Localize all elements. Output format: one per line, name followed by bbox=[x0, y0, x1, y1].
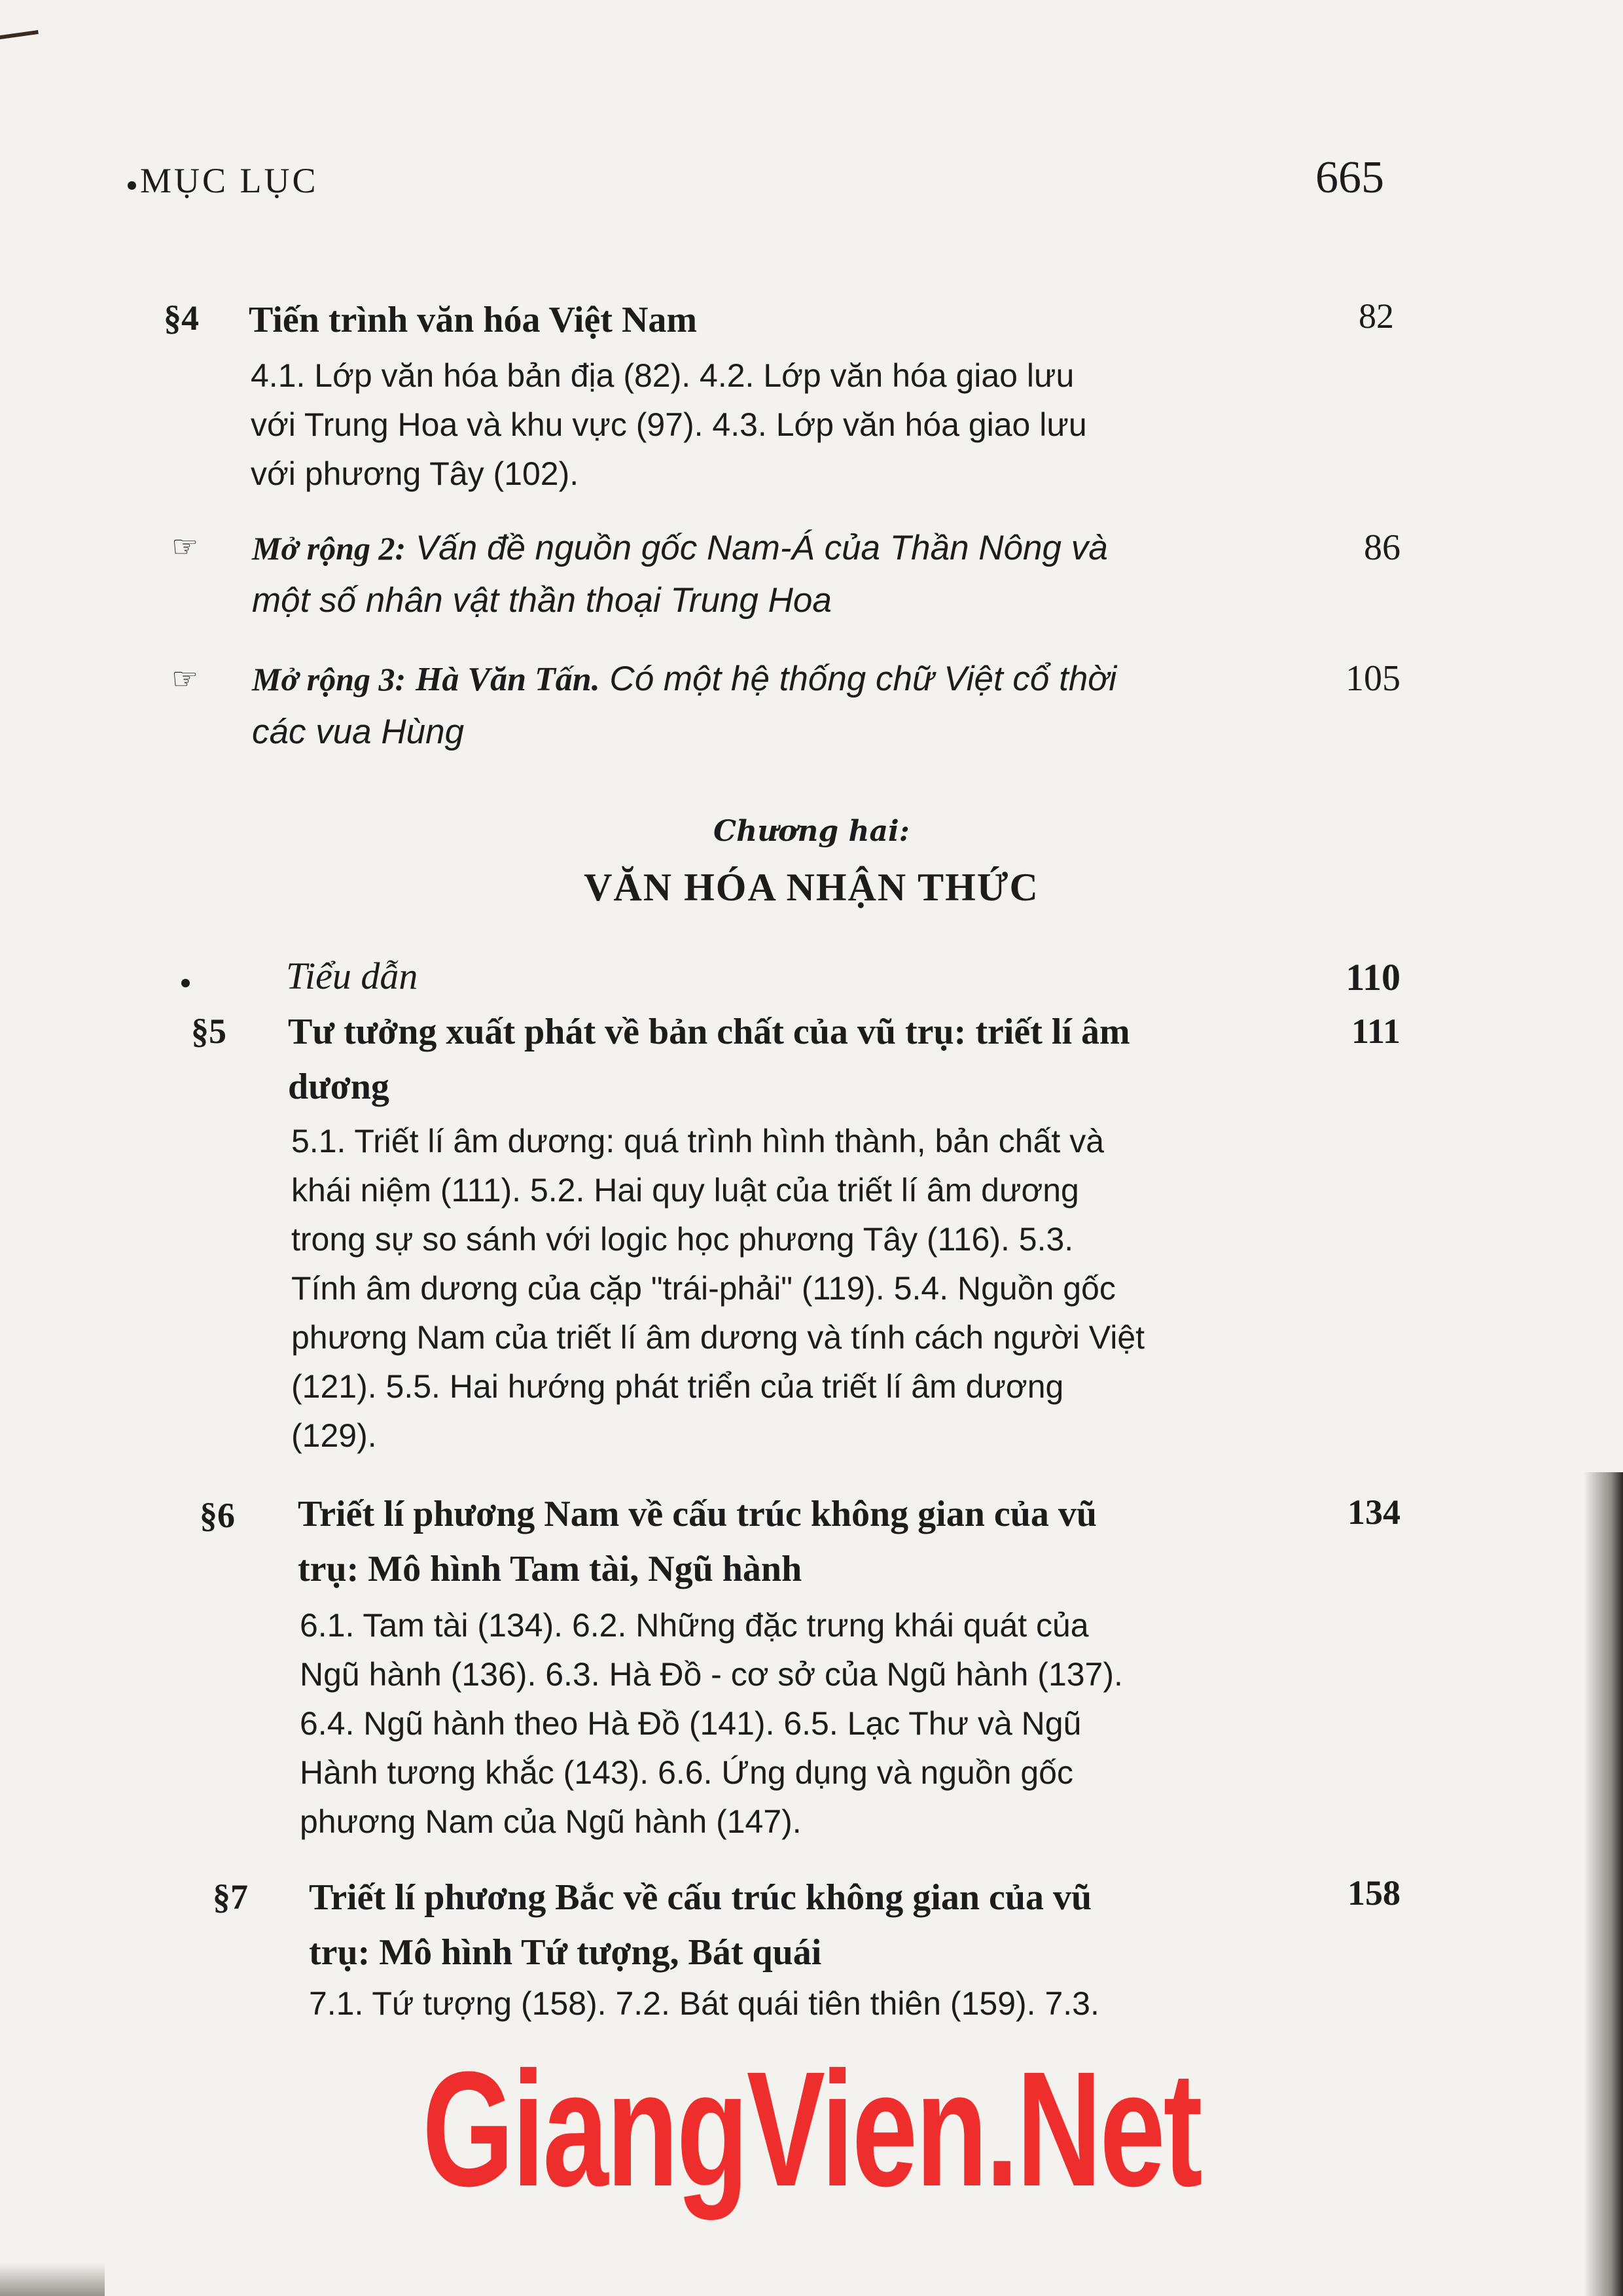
section-title-line: dương bbox=[288, 1067, 389, 1107]
pointing-hand-icon: ☞ bbox=[171, 661, 199, 696]
intro-title: Tiểu dẫn bbox=[286, 955, 418, 997]
section-details bbox=[309, 1979, 1291, 2028]
detail-line: 6.4. Ngũ hành theo Hà Đồ (141). 6.5. Lạc Thư và Ngũ bbox=[300, 1705, 1082, 1742]
page-ref: 86 bbox=[1364, 527, 1400, 568]
page-edge-shadow bbox=[1584, 1472, 1623, 2296]
extension-text: các vua Hùng bbox=[252, 713, 465, 751]
section-number: §5 bbox=[191, 1012, 226, 1051]
detail-line: khái niệm (111). 5.2. Hai quy luật của triết lí âm dương bbox=[291, 1172, 1079, 1209]
detail-line: (129). bbox=[291, 1417, 377, 1454]
bullet-dot bbox=[128, 181, 136, 190]
detail-line: 4.1. Lớp văn hóa bản địa (82). 4.2. Lớp văn hóa giao lưu bbox=[251, 357, 1075, 394]
detail-line: 7.1. Tứ tượng (158). 7.2. Bát quái tiên thiên (159). 7.3. bbox=[309, 1985, 1099, 2022]
page-ref: 158 bbox=[1347, 1873, 1400, 1913]
page-ref: 134 bbox=[1347, 1492, 1400, 1532]
extension-author: Hà Văn Tấn. bbox=[415, 661, 600, 698]
detail-line: 5.1. Triết lí âm dương: quá trình hình thành, bản chất và bbox=[291, 1123, 1105, 1159]
detail-line: với phương Tây (102). bbox=[251, 455, 579, 492]
extension-text: Vấn đề nguồn gốc Nam-Á của Thần Nông và bbox=[415, 529, 1108, 567]
detail-line: phương Nam của triết lí âm dương và tính cách người Việt bbox=[291, 1319, 1145, 1356]
detail-line: Ngũ hành (136). 6.3. Hà Đồ - cơ sở của Ngũ hành (137). bbox=[300, 1656, 1123, 1693]
section-title bbox=[288, 1004, 1296, 1114]
page-number: 665 bbox=[1315, 152, 1384, 203]
section-number: §7 bbox=[213, 1877, 248, 1916]
detail-line: Tính âm dương của cặp "trái-phải" (119). 5.4. Nguồn gốc bbox=[291, 1270, 1116, 1307]
section-details bbox=[300, 1601, 1298, 1846]
section-title-line: trụ: Mô hình Tứ tượng, Bát quái bbox=[309, 1932, 822, 1973]
page-ref: 111 bbox=[1351, 1012, 1400, 1051]
section-number: §6 bbox=[200, 1496, 235, 1535]
extension-label: Mở rộng 2: bbox=[252, 530, 406, 567]
detail-line: trong sự so sánh với logic học phương Tây (116). 5.3. bbox=[291, 1221, 1074, 1258]
section-title-line: Tư tưởng xuất phát về bản chất của vũ trụ: triết lí âm bbox=[288, 1012, 1130, 1052]
page-ref: 105 bbox=[1346, 658, 1400, 699]
chapter-title: VĂN HÓA NHẬN THỨC bbox=[584, 866, 1039, 909]
extension-entry bbox=[252, 522, 1293, 627]
section-title bbox=[298, 1487, 1299, 1597]
detail-line: (121). 5.5. Hai hướng phát triển của triết lí âm dương bbox=[291, 1368, 1064, 1405]
extension-label: Mở rộng 3: bbox=[252, 661, 406, 698]
extension-text: một số nhân vật thần thoại Trung Hoa bbox=[252, 581, 832, 620]
section-number: §4 bbox=[164, 298, 199, 338]
detail-line: Hành tương khắc (143). 6.6. Ứng dụng và nguồn gốc bbox=[300, 1754, 1073, 1791]
section-details bbox=[291, 1117, 1296, 1460]
detail-line: với Trung Hoa và khu vực (97). 4.3. Lớp văn hóa giao lưu bbox=[251, 406, 1087, 443]
section-title: Tiến trình văn hóa Việt Nam bbox=[249, 300, 698, 340]
running-header bbox=[128, 160, 319, 201]
extension-text: Có một hệ thống chữ Việt cổ thời bbox=[609, 660, 1117, 698]
section-title-line: trụ: Mô hình Tam tài, Ngũ hành bbox=[298, 1549, 802, 1589]
pointing-hand-icon: ☞ bbox=[171, 529, 199, 564]
chapter-subtitle: Chương hai: bbox=[713, 815, 910, 848]
page-edge-shadow-bottom bbox=[0, 2263, 105, 2296]
section-details bbox=[251, 351, 1278, 499]
page-corner-mark bbox=[0, 30, 40, 51]
extension-entry bbox=[252, 653, 1299, 758]
watermark-logo: GiangVien.Net bbox=[422, 2038, 1201, 2220]
section-title-line: Triết lí phương Nam về cấu trúc không gian của vũ bbox=[298, 1494, 1097, 1534]
page-ref: 110 bbox=[1346, 956, 1400, 998]
detail-line: phương Nam của Ngũ hành (147). bbox=[300, 1803, 802, 1840]
header-title: MỤC LỤC bbox=[140, 161, 319, 200]
section-title bbox=[309, 1870, 1304, 1980]
bullet-dot bbox=[181, 979, 190, 987]
page-ref: 82 bbox=[1359, 296, 1394, 336]
detail-line: 6.1. Tam tài (134). 6.2. Những đặc trưng khái quát của bbox=[300, 1607, 1089, 1644]
section-title-line: Triết lí phương Bắc về cấu trúc không gian của vũ bbox=[309, 1877, 1092, 1918]
